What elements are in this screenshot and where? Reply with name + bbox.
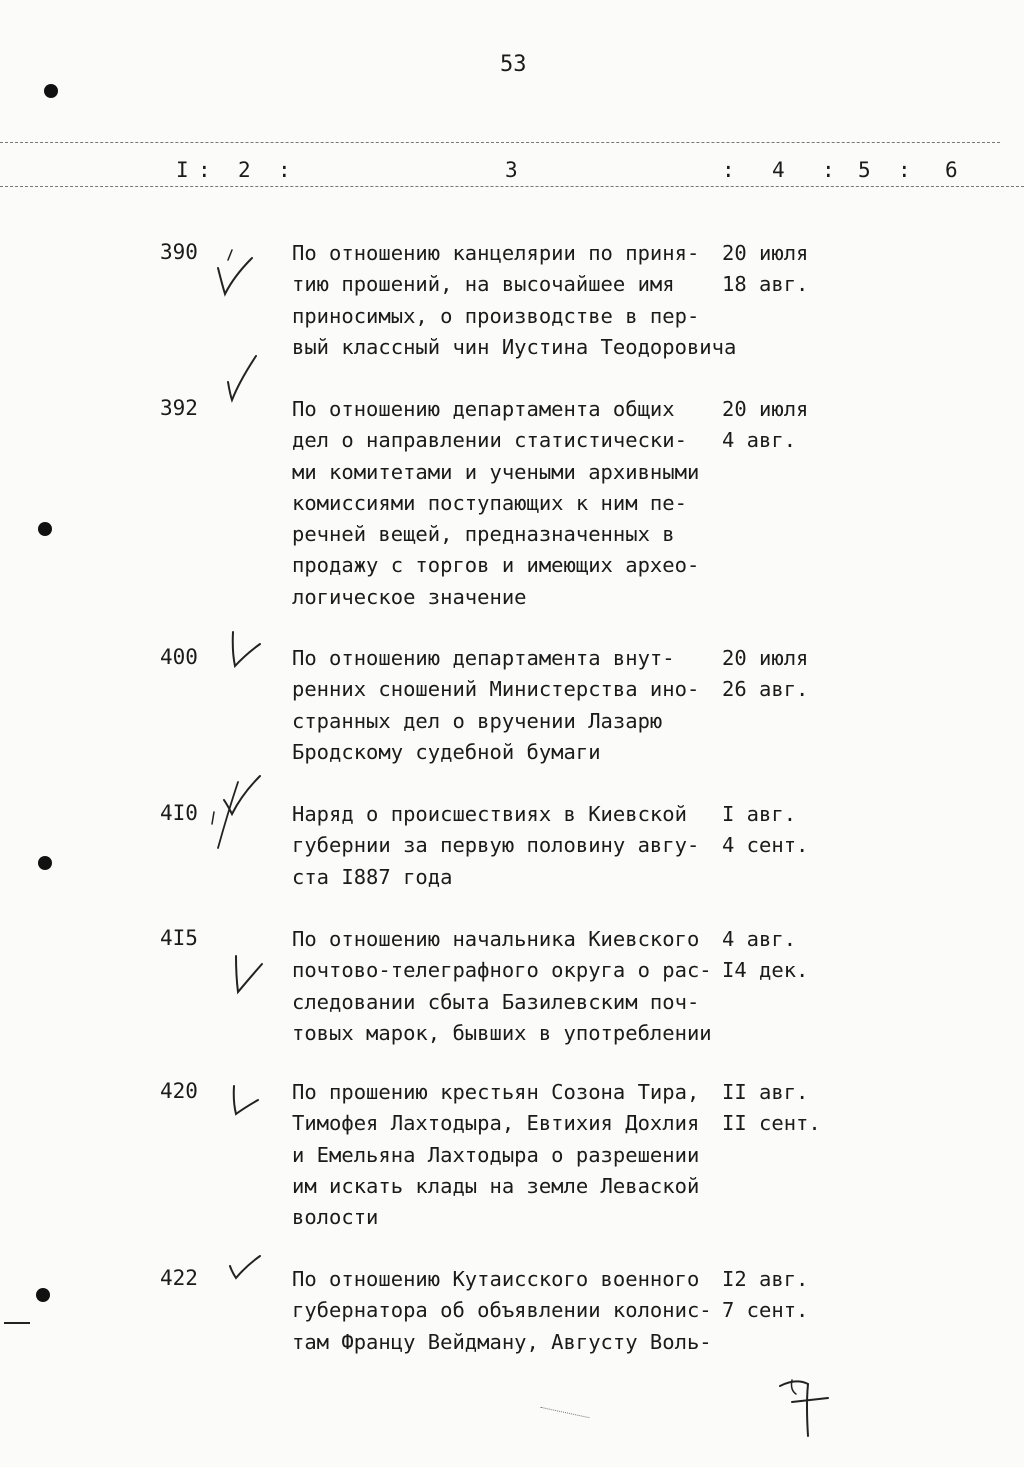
checkmark-icon <box>226 1082 266 1120</box>
date-end: 4 сент. <box>722 833 809 858</box>
entry-dates <box>722 924 808 987</box>
entry-number: 422 <box>160 1266 198 1290</box>
entry-line: приносимых, о производстве в пер- <box>292 303 700 328</box>
column-header-1: I <box>176 158 189 182</box>
entry-description <box>292 238 737 363</box>
header-bottom-rule <box>0 186 1024 187</box>
entry-line: речней вещей, предназначенных в <box>292 522 675 547</box>
entry-description <box>292 643 722 768</box>
entry-line: товых марок, бывших в употреблении <box>292 1020 712 1045</box>
date-start: 4 авг. <box>722 927 797 951</box>
checkmark-icon <box>222 352 262 406</box>
punch-hole <box>44 84 58 98</box>
entry-number: 4I5 <box>160 926 198 950</box>
entry-description <box>292 924 722 1049</box>
entry-line: Тимофея Лахтодыра, Евтихия Дохлия <box>292 1111 700 1136</box>
column-header-5: 5 <box>858 158 871 182</box>
entry-line: вый классный чин Иустина Теодоровича <box>292 334 737 359</box>
column-header-4: 4 <box>772 158 785 182</box>
date-start: 20 июля <box>722 241 809 265</box>
date-end: 18 авг. <box>722 272 809 297</box>
entry-description <box>292 799 722 893</box>
date-end: II сент. <box>722 1111 821 1136</box>
column-separator: : <box>722 158 735 182</box>
handwritten-seven-icon <box>772 1372 836 1444</box>
checkmark-icon <box>228 950 268 998</box>
entry-dates <box>722 799 808 862</box>
date-end: 7 сент. <box>722 1298 809 1323</box>
punch-hole <box>36 1288 50 1302</box>
column-header-3: 3 <box>505 158 518 182</box>
entry-number: 400 <box>160 645 198 669</box>
entry-line: там Францу Вейдману, Августу Воль- <box>292 1329 712 1354</box>
date-end: 26 авг. <box>722 677 809 702</box>
header-top-rule <box>0 142 1000 143</box>
entry-dates <box>722 1264 808 1327</box>
entry-line: дел о направлении статистически- <box>292 428 687 453</box>
date-start: II авг. <box>722 1080 809 1104</box>
smudge-mark <box>540 1407 589 1418</box>
entry-line: По отношению начальника Киевского <box>292 927 700 951</box>
entry-line: По отношению канцелярии по приня- <box>292 241 700 265</box>
page-number: 53 <box>500 52 527 77</box>
entry-line: Бродскому судебной бумаги <box>292 739 601 764</box>
column-separator: : <box>278 158 291 182</box>
column-separator: : <box>822 158 835 182</box>
date-start: 20 июля <box>722 646 809 670</box>
date-end: I4 дек. <box>722 958 809 983</box>
entry-line: волости <box>292 1205 379 1230</box>
entry-line: Наряд о происшествиях в Киевской <box>292 802 687 826</box>
date-start: I авг. <box>722 802 797 826</box>
entry-description <box>292 1077 722 1233</box>
entry-line: тию прошений, на высочайшее имя <box>292 272 675 297</box>
entry-line: странных дел о вручении Лазарю <box>292 708 663 733</box>
column-header-2: 2 <box>238 158 251 182</box>
entry-line: По отношению департамента внут- <box>292 646 675 670</box>
entry-number: 392 <box>160 396 198 420</box>
entry-line: ренних сношений Министерства ино- <box>292 677 700 702</box>
entry-line: По отношению Кутаисского военного <box>292 1267 700 1291</box>
entry-line: По прошению крестьян Созона Тира, <box>292 1080 700 1104</box>
checkmark-icon <box>212 244 262 300</box>
checkmark-icon <box>226 1252 266 1286</box>
entry-line: губернии за первую половину авгу- <box>292 833 700 858</box>
column-separator: : <box>898 158 911 182</box>
entry-dates <box>722 238 808 301</box>
checkmark-icon <box>226 626 266 672</box>
entry-line: логическое значение <box>292 584 527 609</box>
entry-line: продажу с торгов и имеющих архео- <box>292 553 700 578</box>
entry-number: 390 <box>160 240 198 264</box>
date-end: 4 авг. <box>722 428 797 453</box>
entry-description <box>292 394 722 613</box>
checkmark-icon <box>208 772 268 854</box>
entry-line: По отношению департамента общих <box>292 397 675 421</box>
entry-dates <box>722 394 808 457</box>
entry-line: комиссиями поступающих к ним пе- <box>292 490 687 515</box>
date-start: 20 июля <box>722 397 809 421</box>
entry-number: 4I0 <box>160 801 198 825</box>
column-header-6: 6 <box>945 158 958 182</box>
entry-line: им искать клады на земле Леваской <box>292 1173 700 1198</box>
entry-line: почтово-телеграфного округа о рас- <box>292 958 712 983</box>
punch-hole <box>38 522 52 536</box>
column-separator: : <box>198 158 211 182</box>
entry-line: губернатора об объявлении колонис- <box>292 1298 712 1323</box>
date-start: I2 авг. <box>722 1267 809 1291</box>
entry-description <box>292 1264 722 1358</box>
entry-line: ми комитетами и учеными архивными <box>292 459 700 484</box>
entry-number: 420 <box>160 1079 198 1103</box>
entry-dates <box>722 643 808 706</box>
entry-line: ста I887 года <box>292 864 453 889</box>
entry-line: и Емельяна Лахтодыра о разрешении <box>292 1142 700 1167</box>
entry-dates <box>722 1077 821 1140</box>
punch-hole <box>38 856 52 870</box>
entry-line: следовании сбыта Базилевским поч- <box>292 989 700 1014</box>
margin-stroke <box>4 1322 30 1324</box>
